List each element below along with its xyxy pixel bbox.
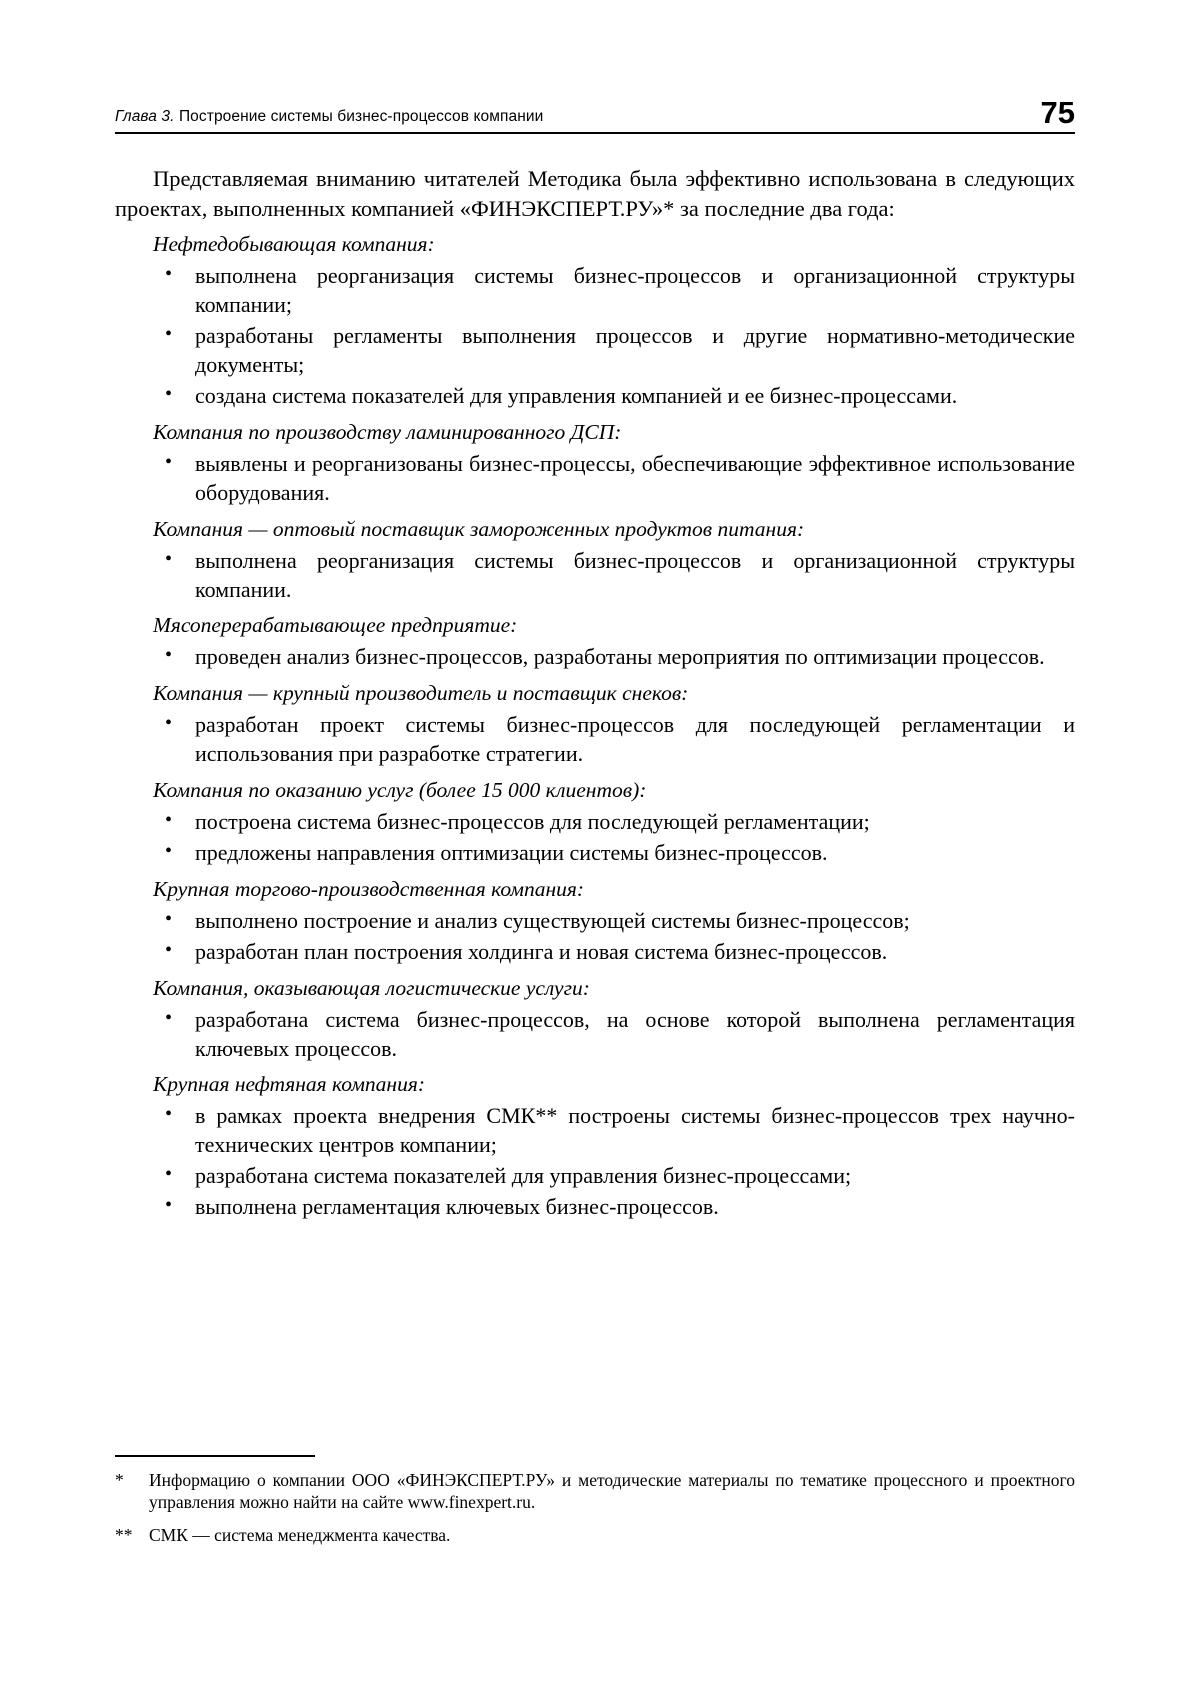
list-item	[115, 547, 1075, 605]
running-head	[115, 95, 1075, 134]
footnote-area	[115, 1455, 1075, 1556]
group-title: Компания по оказанию услуг (более 15 000 клиентов):	[153, 778, 647, 803]
list-item	[115, 839, 1075, 868]
footnote-text: СМК — система менеджмента качества.	[149, 1524, 451, 1545]
group-list	[115, 1006, 1075, 1064]
section-group	[115, 419, 1075, 508]
chapter-title: Построение системы бизнес-процессов компании	[178, 108, 544, 125]
list-item-text: выполнена реорганизация системы бизнес-процессов и организационной структуры компании.	[195, 547, 1075, 602]
group-title: Компания — оптовый поставщик замороженных продуктов питания:	[153, 516, 805, 541]
group-title: Компания — крупный производитель и поставщик снеков:	[153, 681, 689, 706]
list-item-text: предложены направления оптимизации системы бизнес-процессов.	[195, 839, 828, 865]
group-title: Крупная нефтяная компания:	[153, 1072, 426, 1097]
list-item	[115, 643, 1075, 672]
list-item	[115, 450, 1075, 508]
section-group	[115, 777, 1075, 868]
group-title: Компания по производству ламинированного ДСП:	[153, 419, 622, 444]
group-title: Мясоперерабатывающее предприятие:	[153, 613, 518, 638]
group-title: Компания, оказывающая логистические услуги:	[153, 975, 590, 1000]
group-list	[115, 450, 1075, 508]
group-list	[115, 1102, 1075, 1222]
list-item	[115, 1193, 1075, 1222]
list-item	[115, 382, 1075, 411]
section-group	[115, 516, 1075, 605]
list-item	[115, 1162, 1075, 1191]
list-item-text: выявлены и реорганизованы бизнес-процессы, обеспечивающие эффективное использование оборудования.	[195, 450, 1075, 505]
group-list	[115, 711, 1075, 769]
list-item	[115, 262, 1075, 320]
group-list	[115, 808, 1075, 868]
list-item-text: выполнено построение и анализ существующей системы бизнес-процессов;	[195, 907, 910, 933]
list-item-text: создана система показателей для управления компанией и ее бизнес-процессами.	[195, 383, 958, 408]
section-group	[115, 876, 1075, 967]
list-item-text: проведен анализ бизнес-процессов, разработаны мероприятия по оптимизации процессов.	[195, 644, 1045, 670]
footnote-text: Информацию о компании ООО «ФИНЭКСПЕРТ.РУ» и методические материалы по тематике процессного и проектного управления можно найти на сайте www.finexpert.ru.	[149, 1469, 1075, 1513]
group-title: Нефтедобывающая компания:	[153, 232, 435, 257]
list-item	[115, 938, 1075, 967]
section-group	[115, 231, 1075, 411]
list-item	[115, 808, 1075, 837]
footnote-mark: **	[115, 1524, 133, 1545]
list-item-text: разработан проект системы бизнес-процессов для последующей регламентации и использования при разработке стратегии.	[195, 712, 1075, 767]
chapter-heading	[115, 108, 543, 126]
footnote	[115, 1524, 1075, 1546]
list-item-text: разработана система бизнес-процессов, на основе которой выполнена регламентация ключевых процессов.	[195, 1006, 1075, 1061]
chapter-label: Глава 3.	[115, 108, 175, 125]
list-item-text: в рамках проекта внедрения СМК** построены системы бизнес-процессов трех научно-технических центров компании;	[195, 1103, 1075, 1158]
group-title: Крупная торгово-производственная компания:	[153, 876, 585, 901]
footnote-separator	[115, 1455, 315, 1457]
list-item-text: построена система бизнес-процессов для последующей регламентации;	[195, 809, 870, 835]
section-group	[115, 612, 1075, 672]
group-list	[115, 643, 1075, 672]
list-item	[115, 907, 1075, 936]
list-item-text: выполнена регламентация ключевых бизнес-процессов.	[195, 1194, 719, 1220]
list-item-text: разработана система показателей для управления бизнес-процессами;	[195, 1163, 852, 1189]
list-item	[115, 1006, 1075, 1064]
footnote	[115, 1469, 1075, 1514]
section-group	[115, 1071, 1075, 1222]
group-list	[115, 547, 1075, 605]
intro-paragraph: Представляемая вниманию читателей Методика была эффективно использована в следующих проектах, выполненных компанией «ФИНЭКСПЕРТ.РУ»* за последние два года:	[115, 166, 1075, 221]
page-number: 75	[1040, 95, 1075, 130]
list-item-text: разработаны регламенты выполнения процессов и другие нормативно-методические документы;	[195, 323, 1075, 378]
list-item-text: разработан план построения холдинга и новая система бизнес-процессов.	[195, 938, 888, 964]
group-list	[115, 907, 1075, 967]
list-item	[115, 1102, 1075, 1160]
section-group	[115, 680, 1075, 769]
list-item-text: выполнена реорганизация системы бизнес-процессов и организационной структуры компании;	[195, 263, 1075, 318]
list-item	[115, 711, 1075, 769]
list-item	[115, 322, 1075, 380]
footnote-mark: *	[115, 1469, 124, 1490]
group-list	[115, 262, 1075, 411]
section-group	[115, 975, 1075, 1064]
